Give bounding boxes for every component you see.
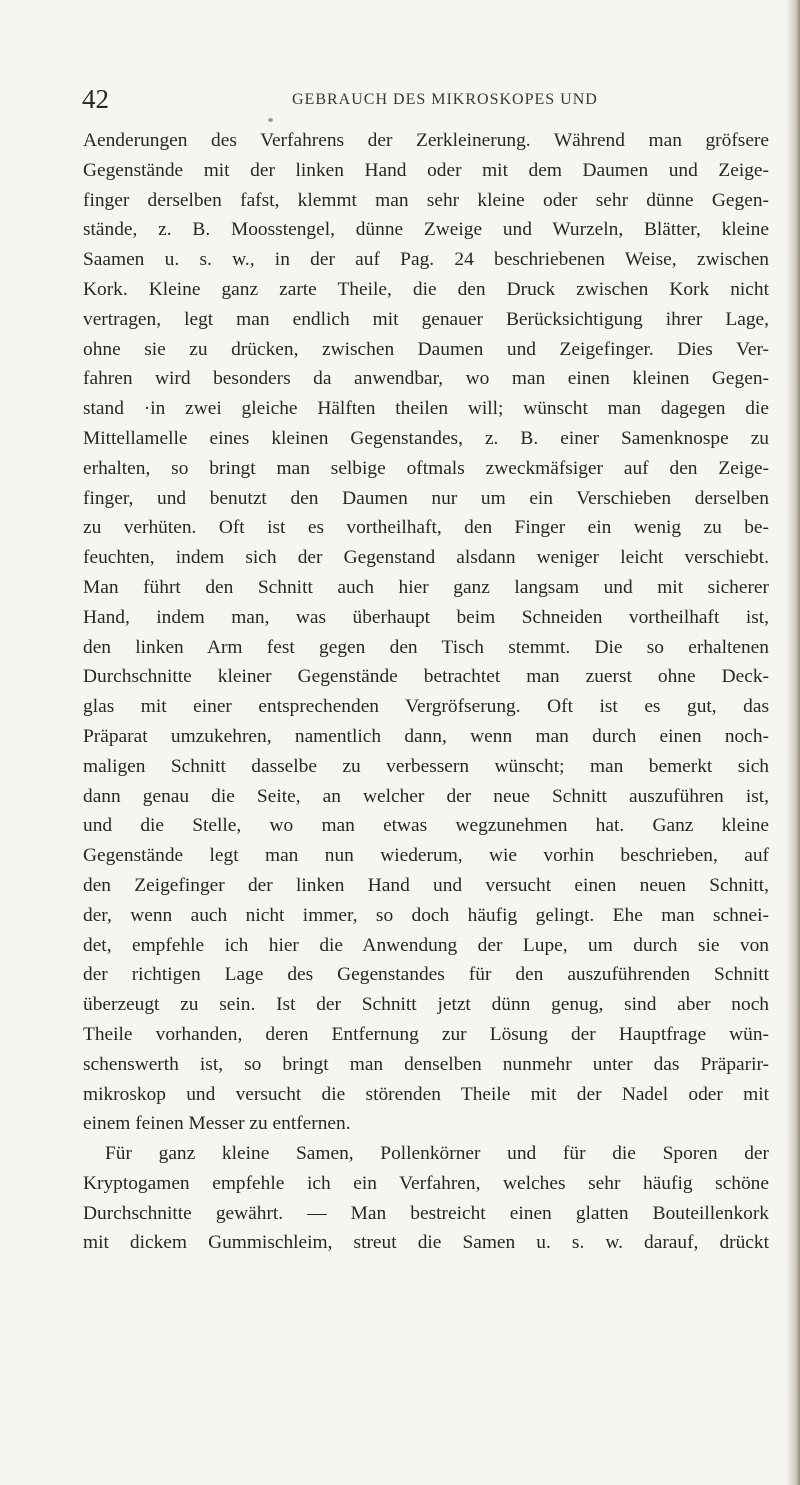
text-line: den Zeigefinger der linken Hand und versucht einen neuen Schnitt, — [83, 874, 769, 896]
text-line: Man führt den Schnitt auch hier ganz langsam und mit sicherer — [83, 576, 769, 598]
body-text — [83, 126, 769, 1258]
text-line: überzeugt zu sein. Ist der Schnitt jetzt dünn genug, sind aber noch — [83, 994, 769, 1016]
text-line: ohne sie zu drücken, zwischen Daumen und Zeigefinger. Dies Ver- — [83, 338, 769, 360]
text-line: den linken Arm fest gegen den Tisch stemmt. Die so erhaltenen — [83, 636, 769, 658]
text-line: Theile vorhanden, deren Entfernung zur Lösung der Hauptfrage wün- — [83, 1023, 769, 1045]
text-line: Gegenstände legt man nun wiederum, wie vorhin beschrieben, auf — [83, 845, 769, 867]
text-line: Aenderungen des Verfahrens der Zerkleinerung. Während man gröfsere — [83, 130, 769, 151]
text-line: Mittellamelle eines kleinen Gegenstandes, z. B. einer Samenknospe zu — [83, 427, 769, 449]
text-line: Kryptogamen empfehle ich ein Verfahren, welches sehr häufig schöne — [83, 1172, 769, 1194]
paragraph-last-line: einem feinen Messer zu entfernen. — [83, 1113, 351, 1135]
text-line: Gegenstände mit der linken Hand oder mit dem Daumen und Zeige- — [83, 159, 769, 181]
text-line: fahren wird besonders da anwendbar, wo man einen kleinen Gegen- — [83, 368, 769, 390]
ink-speck — [268, 118, 273, 122]
text-line: der, wenn auch nicht immer, so doch häufig gelingt. Ehe man schnei- — [83, 904, 769, 926]
page-number: 42 — [82, 84, 109, 114]
text-line: und die Stelle, wo man etwas wegzunehmen hat. Ganz kleine — [83, 815, 769, 837]
text-line: glas mit einer entsprechenden Vergröfserung. Oft ist es gut, das — [83, 696, 769, 718]
text-line: schenswerth ist, so bringt man denselben nunmehr unter das Präparir- — [83, 1053, 769, 1075]
text-line: Hand, indem man, was überhaupt beim Schneiden vortheilhaft ist, — [83, 606, 769, 628]
text-line: der richtigen Lage des Gegenstandes für den auszuführenden Schnitt — [83, 964, 769, 986]
text-line: stand ·in zwei gleiche Hälften theilen will; wünscht man dagegen die — [83, 398, 769, 420]
page-header — [82, 84, 772, 114]
paragraph-first-line: Für ganz kleine Samen, Pollenkörner und für die Sporen der — [105, 1143, 769, 1165]
text-line: mikroskop und versucht die störenden Theile mit der Nadel oder mit — [83, 1083, 769, 1105]
text-line: Präparat umzukehren, namentlich dann, wenn man durch einen noch- — [83, 725, 769, 747]
text-line: maligen Schnitt dasselbe zu verbessern wünscht; man bemerkt sich — [83, 755, 769, 777]
text-line: vertragen, legt man endlich mit genauer Berücksichtigung ihrer Lage, — [83, 308, 769, 330]
text-line: Durchschnitte gewährt. — Man bestreicht einen glatten Bouteillenkork — [83, 1202, 769, 1224]
text-line: mit dickem Gummischleim, streut die Samen u. s. w. darauf, drückt — [83, 1232, 769, 1254]
text-line: finger, und benutzt den Daumen nur um ein Verschieben derselben — [83, 487, 769, 509]
text-line: erhalten, so bringt man selbige oftmals zweckmäfsiger auf den Zeige- — [83, 457, 769, 479]
text-line: det, empfehle ich hier die Anwendung der Lupe, um durch sie von — [83, 934, 769, 956]
text-line: finger derselben fafst, klemmt man sehr kleine oder sehr dünne Gegen- — [83, 189, 769, 211]
text-line: zu verhüten. Oft ist es vortheilhaft, den Finger ein wenig zu be- — [83, 517, 769, 539]
text-line: Durchschnitte kleiner Gegenstände betrachtet man zuerst ohne Deck- — [83, 666, 769, 688]
text-line: stände, z. B. Moosstengel, dünne Zweige und Wurzeln, Blätter, kleine — [83, 219, 769, 241]
text-line: Saamen u. s. w., in der auf Pag. 24 beschriebenen Weise, zwischen — [83, 249, 769, 271]
text-line: dann genau die Seite, an welcher der neue Schnitt auszuführen ist, — [83, 785, 769, 807]
page-edge-shadow — [786, 0, 800, 1485]
text-line: Kork. Kleine ganz zarte Theile, die den Druck zwischen Kork nicht — [83, 278, 769, 300]
text-line: feuchten, indem sich der Gegenstand alsdann weniger leicht verschiebt. — [83, 547, 769, 569]
running-title: GEBRAUCH DES MIKROSKOPES UND — [292, 91, 598, 108]
